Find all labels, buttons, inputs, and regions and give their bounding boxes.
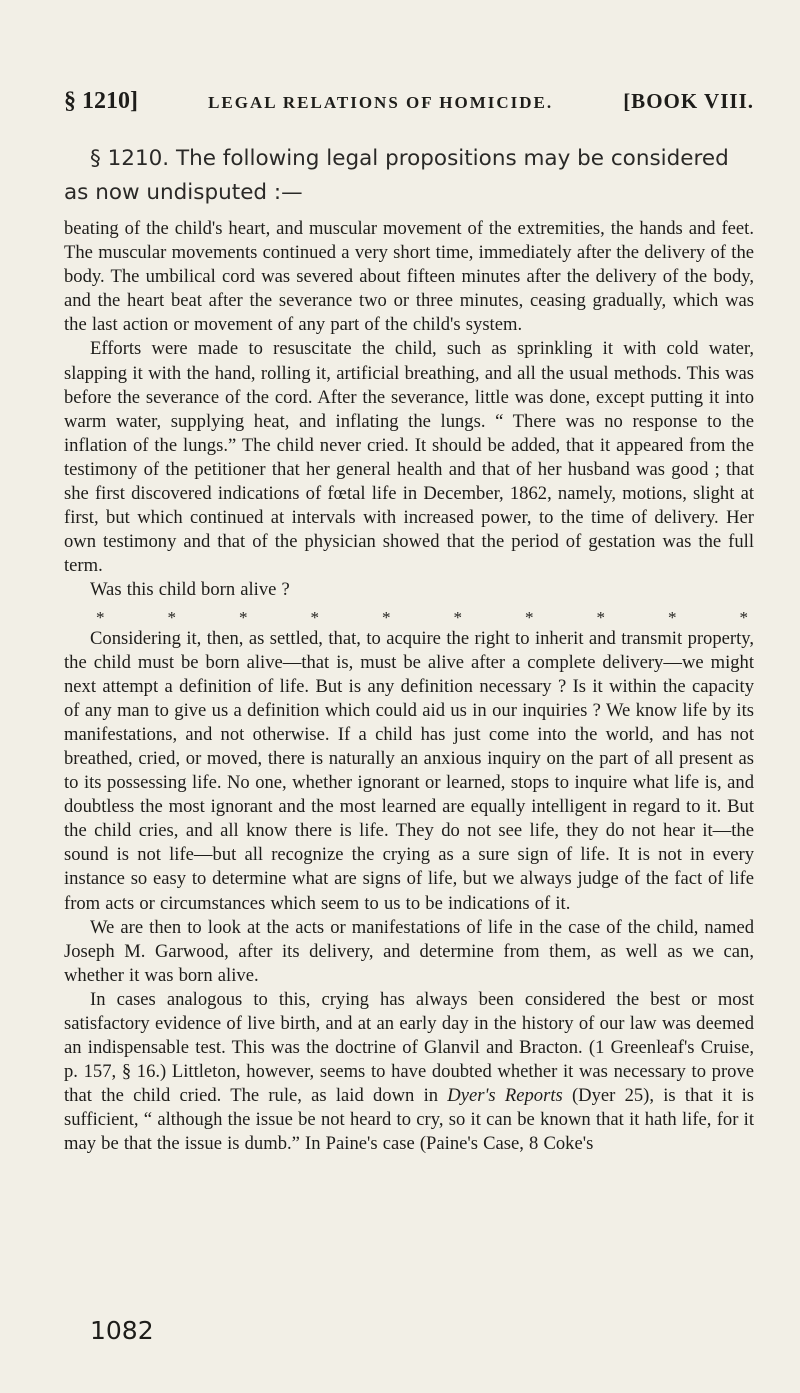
header-book: [BOOK VIII. — [623, 89, 754, 113]
paragraph-6-text-a: In cases analogous to this, crying has always been considered the best or most satisfactory evidence of live birth, and at an early day in the history of our law was deemed an indispensable test. This was the doctrine of Glanvil and Bracton. (1 Greenleaf's Cruise, p. 157, § 16.) Littleton, however, seems to have doubted whether it was necessary to prove that the child cried. The rule, as laid down in — [64, 988, 754, 1107]
page-number: 1082 — [90, 1316, 154, 1345]
body-text — [64, 217, 754, 1157]
asterisk: * — [525, 607, 534, 627]
paragraph-5: We are then to look at the acts or manifestations of life in the case of the child, named Joseph M. Garwood, after its delivery, and determine from them, as well as we can, whether it was born alive. — [64, 916, 754, 986]
asterisk: * — [96, 607, 105, 627]
paragraph-2: Efforts were made to resuscitate the child, such as sprinkling it with cold water, slapping it with the hand, rolling it, artificial breathing, and all the usual methods. This was before the severance of the cord. After the severance, little was done, except putting it into warm water, supplying heat, and inflating the lungs. “ There was no response to the inflation of the lungs.” The child never cried. It should be added, that it appeared from the testimony of the petitioner that her general health and that of her husband was good ; that she first discovered indications of fœtal life in December, 1862, namely, motions, slight at first, but which continued at intervals with increased power, to the time of delivery. Her own testimony and that of the physician showed that the period of gestation was the full term. — [64, 338, 754, 577]
asterisk: * — [167, 607, 176, 627]
header-section-number: § 1210] — [64, 88, 138, 114]
paragraph-4: Considering it, then, as settled, that, to acquire the right to inherit and transmit property, the child must be born alive—that is, must be alive after a complete delivery—we might next attempt a definition of life. But is any definition necessary ? Is it within the capacity of any man to give us a definition which could aid us in our inquiries ? We know life by its manifestations, and not otherwise. If a child has just come into the world, and has not breathed, cried, or moved, there is naturally an anxious inquiry on the part of all present as to its possessing life. No one, whether ignorant or learned, stops to inquire what life is, and doubtless the most ignorant and the most learned are equally intelligent in regard to it. But the child cries, and all know there is life. They do not see life, they do not hear it—the sound is not life—but all recognize the crying as a sure sign of life. It is not in every instance so easy to determine what are signs of life, but we always judge of the fact of life from acts or circumstances which seem to us to be indications of it. — [64, 627, 754, 914]
asterisk: * — [739, 607, 748, 627]
asterisk-ellipsis — [64, 603, 754, 627]
header-title: LEGAL RELATIONS OF HOMICIDE. — [208, 93, 554, 112]
asterisk: * — [668, 607, 677, 627]
asterisk: * — [239, 607, 248, 627]
asterisk: * — [596, 607, 605, 627]
asterisk: * — [310, 607, 319, 627]
paragraph-3: Was this child born alive ? — [90, 579, 290, 601]
paragraph-1: beating of the child's heart, and muscular movement of the extremities, the hands and feet. The muscular movements continued a very short time, immediately after the delivery of the body. The umbilical cord was severed about fifteen minutes after the delivery of the body, and the heart beat after the severance two or three minutes, ceasing gradually, which was the last action or movement of any part of the child's system. — [64, 218, 754, 336]
running-header — [64, 88, 754, 115]
asterisk: * — [453, 607, 462, 627]
section-heading-line-1: § 1210. The following legal propositions may be considered — [90, 146, 729, 171]
section-heading-line-2: as now undisputed :— — [64, 180, 303, 205]
asterisk: * — [382, 607, 391, 627]
citation-dyers-reports: Dyer's Reports — [447, 1085, 563, 1107]
paragraph-6-text-b: (Dyer 25), is that it is sufficient, “ although the issue be not heard to cry, so it can be known that it hath life, for it may be that the issue is dumb.” In Paine's case (Paine's Case, 8 Coke's — [64, 1085, 755, 1155]
section-heading — [64, 142, 754, 210]
paragraph-6 — [64, 988, 754, 1157]
